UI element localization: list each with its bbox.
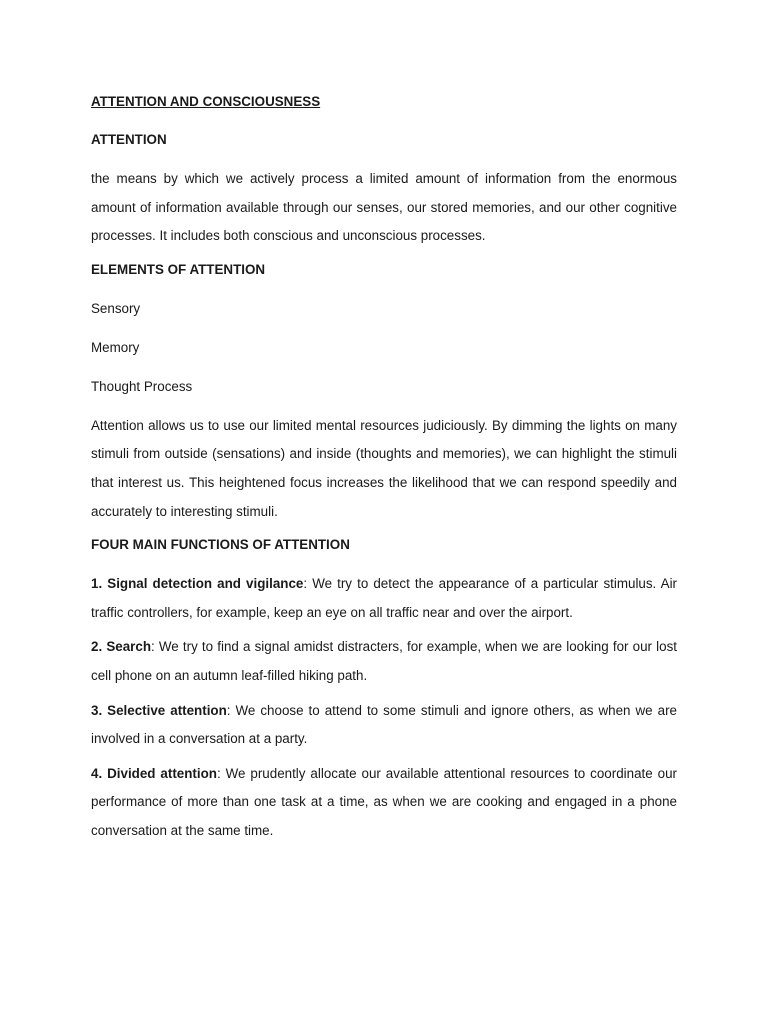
- function-item-search: [91, 633, 677, 690]
- function-item-selective-attention: [91, 697, 677, 754]
- function-term: 4. Divided attention: [91, 765, 217, 781]
- function-term: 3. Selective attention: [91, 702, 227, 718]
- element-item-thought-process: Thought Process: [91, 378, 193, 394]
- document-page: [91, 92, 677, 856]
- function-text: : We try to find a signal amidst distracters, for example, when we are looking for our lost cell phone on an autumn leaf-filled hiking path.: [91, 639, 677, 683]
- elements-heading: ELEMENTS OF ATTENTION: [91, 261, 266, 277]
- attention-heading: ATTENTION: [91, 132, 167, 147]
- function-item-signal-detection: [91, 570, 677, 627]
- element-item-sensory: Sensory: [91, 300, 141, 316]
- function-term: 2. Search: [91, 639, 151, 655]
- document-title: ATTENTION AND CONSCIOUSNESS: [91, 94, 321, 109]
- definition-paragraph: the means by which we actively process a limited amount of information from the enormous amount of information available through our senses, our stored memories, and our other cognitive processes. It includes both conscious and unconscious processes.: [91, 171, 677, 244]
- function-item-divided-attention: [91, 760, 677, 846]
- function-term: 1. Signal detection and vigilance: [91, 576, 304, 592]
- function-text: : We choose to attend to some stimuli and ignore others, as when we are involved in a conversation at a party.: [91, 702, 677, 747]
- element-item-memory: Memory: [91, 339, 140, 355]
- function-text: : We prudently allocate our available attentional resources to coordinate our performance of more than one task at a time, as when we are cooking and engaged in a phone conversation at the same time.: [91, 765, 677, 838]
- functions-heading: FOUR MAIN FUNCTIONS OF ATTENTION: [91, 537, 350, 553]
- function-text: : We try to detect the appearance of a particular stimulus. Air traffic controllers, for example, keep an eye on all traffic near and over the airport.: [91, 576, 677, 620]
- summary-paragraph: Attention allows us to use our limited mental resources judiciously. By dimming the lights on many stimuli from outside (sensations) and inside (thoughts and memories), we can highlight the stimuli that interest us. This heightened focus increases the likelihood that we can respond speedily and accurately to interesting stimuli.: [91, 417, 677, 519]
